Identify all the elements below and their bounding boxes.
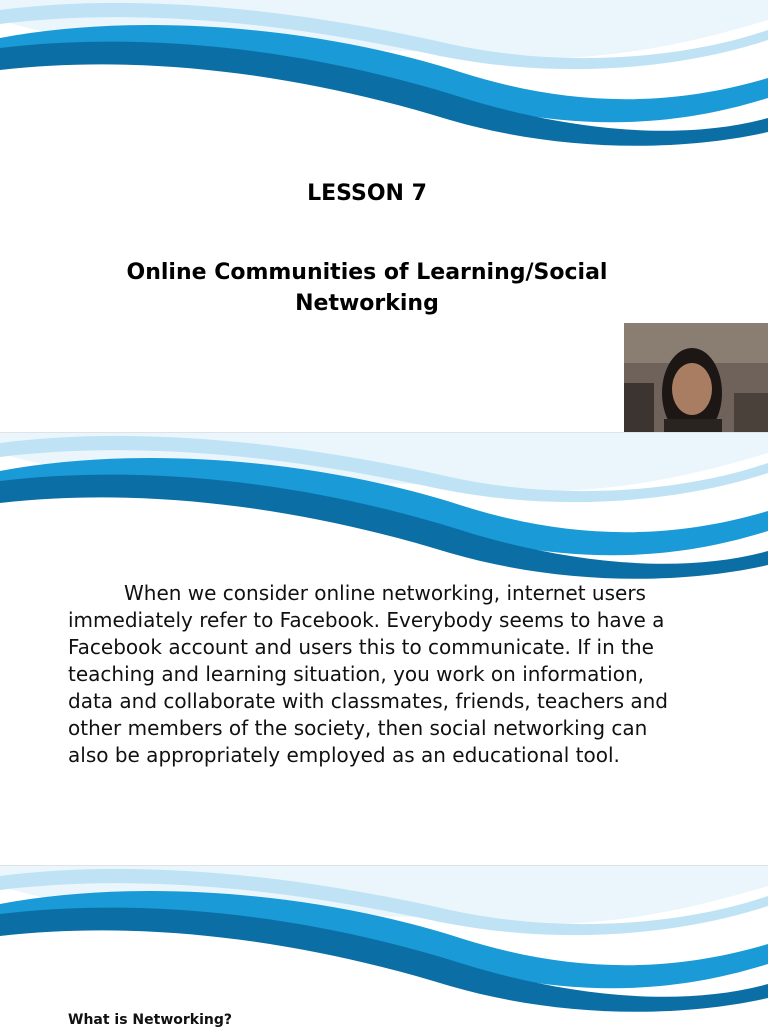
wave-banner bbox=[0, 866, 768, 1024]
lesson-number: LESSON 7 bbox=[307, 181, 427, 206]
wave-banner bbox=[0, 0, 768, 160]
wave-banner bbox=[0, 433, 768, 593]
webcam-overlay bbox=[624, 323, 768, 432]
slide-1 bbox=[0, 0, 768, 432]
slide-3 bbox=[0, 866, 768, 1024]
lesson-title: Online Communities of Learning/Social Networking bbox=[126, 260, 608, 316]
slide-paragraph: When we consider online networking, internet users immediately refer to Facebook. Everybody seems to have a Facebook account and users this to communicate. If in the teaching and learning situation, you work on information, data and collaborate with classmates, friends, teachers and other members of the society, then social networking can also be appropriately employed as an educational tool. bbox=[68, 581, 668, 767]
slide-heading: What is Networking? bbox=[68, 1012, 233, 1028]
